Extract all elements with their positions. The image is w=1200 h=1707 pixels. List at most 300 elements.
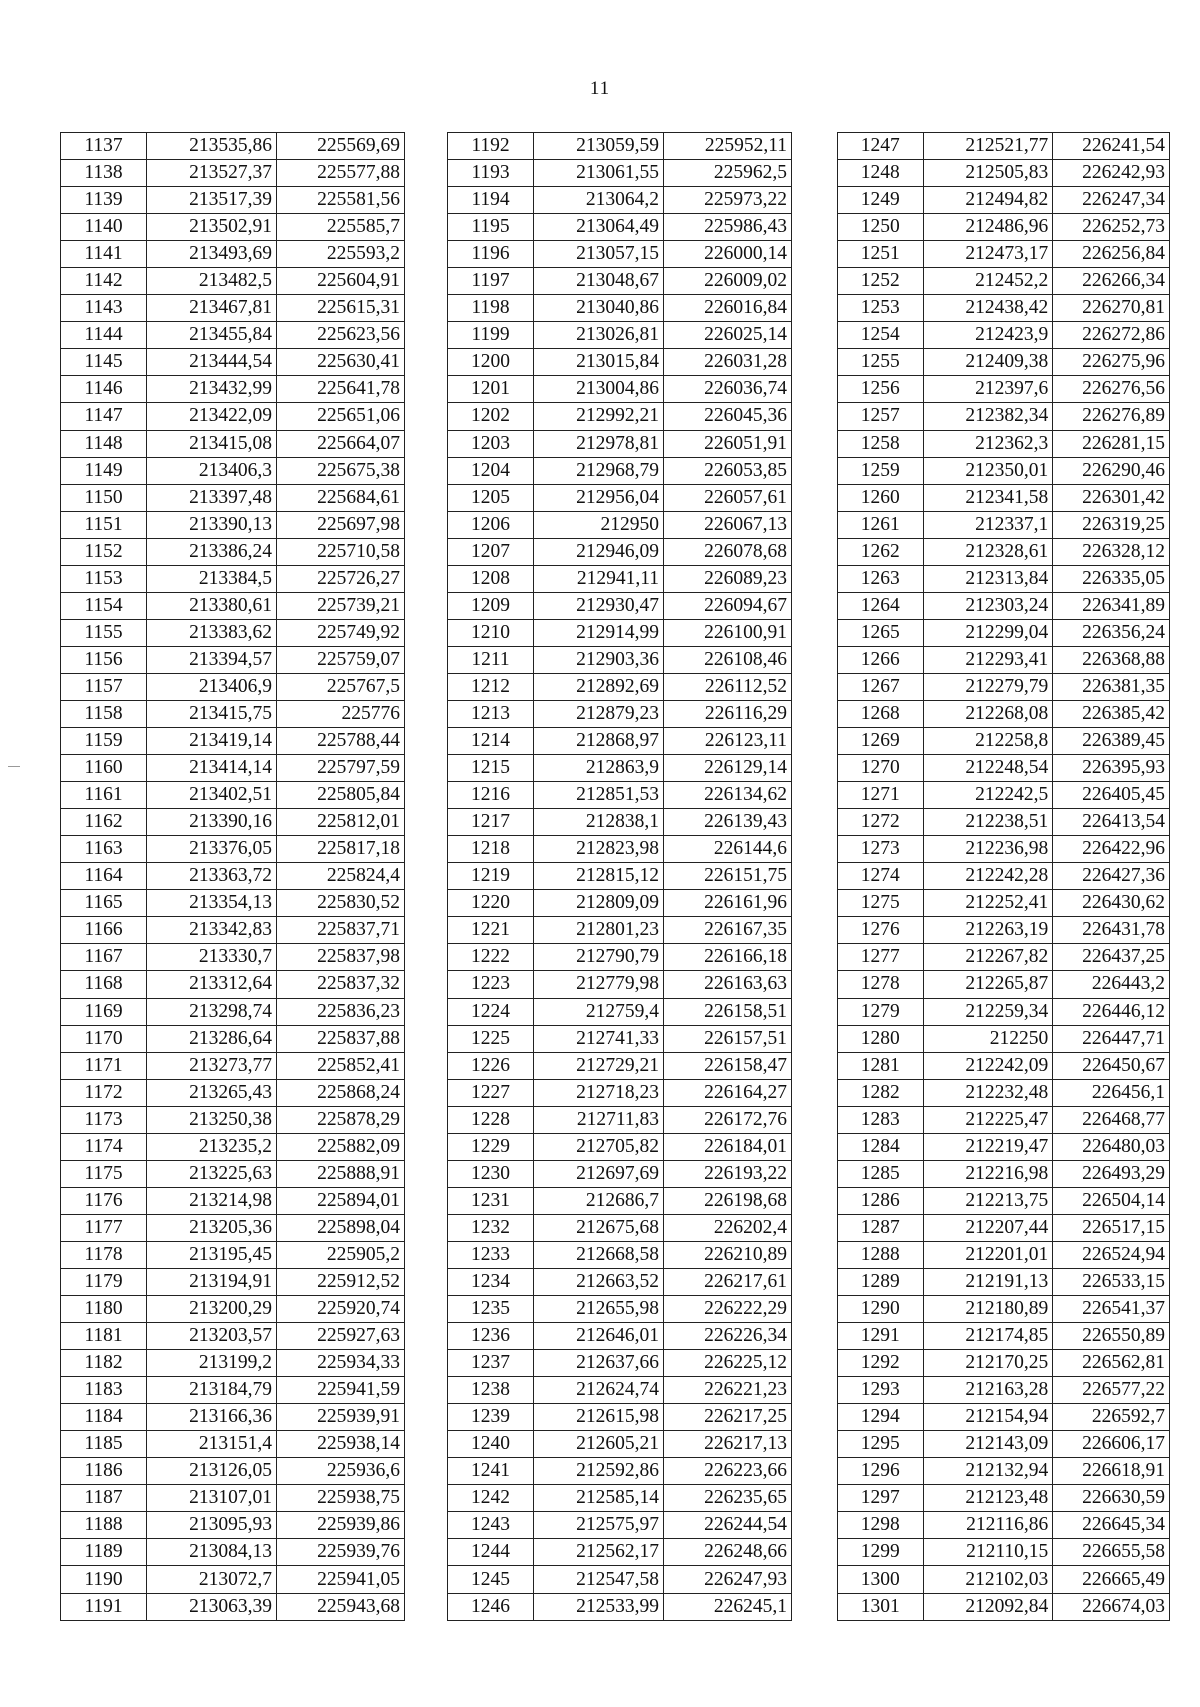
x-coordinate: 212170,25: [923, 1350, 1053, 1377]
table-row: [61, 782, 405, 809]
y-coordinate: 226221,23: [664, 1377, 792, 1404]
point-number: 1236: [448, 1323, 534, 1350]
x-coordinate: 212759,4: [534, 998, 664, 1025]
table-row: [61, 457, 405, 484]
x-coordinate: 213194,91: [147, 1268, 277, 1295]
x-coordinate: 213363,72: [147, 863, 277, 890]
point-number: 1148: [61, 430, 147, 457]
point-number: 1139: [61, 187, 147, 214]
table-row: [61, 1485, 405, 1512]
x-coordinate: 213482,5: [147, 268, 277, 295]
y-coordinate: 225836,23: [277, 998, 405, 1025]
y-coordinate: 226241,54: [1053, 133, 1170, 160]
y-coordinate: 226405,45: [1053, 782, 1170, 809]
x-coordinate: 213422,09: [147, 403, 277, 430]
table-row: [61, 1268, 405, 1295]
point-number: 1147: [61, 403, 147, 430]
point-number: 1208: [448, 565, 534, 592]
y-coordinate: 225920,74: [277, 1296, 405, 1323]
table-row: [448, 755, 792, 782]
y-coordinate: 226166,18: [664, 944, 792, 971]
y-coordinate: 226057,61: [664, 484, 792, 511]
y-coordinate: 226157,51: [664, 1025, 792, 1052]
point-number: 1288: [838, 1241, 924, 1268]
x-coordinate: 212705,82: [534, 1133, 664, 1160]
x-coordinate: 212892,69: [534, 673, 664, 700]
table-row: [448, 430, 792, 457]
y-coordinate: 226225,12: [664, 1350, 792, 1377]
point-number: 1258: [838, 430, 924, 457]
table-row: [448, 944, 792, 971]
x-coordinate: 213406,9: [147, 673, 277, 700]
point-number: 1284: [838, 1133, 924, 1160]
table-row: [448, 809, 792, 836]
y-coordinate: 226163,63: [664, 971, 792, 998]
y-coordinate: 226655,58: [1053, 1539, 1170, 1566]
x-coordinate: 212116,86: [923, 1512, 1053, 1539]
point-number: 1299: [838, 1539, 924, 1566]
y-coordinate: 226202,4: [664, 1214, 792, 1241]
y-coordinate: 225788,44: [277, 728, 405, 755]
x-coordinate: 213059,59: [534, 133, 664, 160]
point-number: 1293: [838, 1377, 924, 1404]
table-row: [838, 1512, 1170, 1539]
point-number: 1261: [838, 511, 924, 538]
y-coordinate: 225812,01: [277, 809, 405, 836]
point-number: 1264: [838, 592, 924, 619]
point-number: 1157: [61, 673, 147, 700]
x-coordinate: 212252,41: [923, 890, 1053, 917]
table-row: [838, 538, 1170, 565]
table-row: [838, 944, 1170, 971]
x-coordinate: 213455,84: [147, 322, 277, 349]
y-coordinate: 225675,38: [277, 457, 405, 484]
table-row: [448, 376, 792, 403]
x-coordinate: 212505,83: [923, 160, 1053, 187]
x-coordinate: 212950: [534, 511, 664, 538]
y-coordinate: 226301,42: [1053, 484, 1170, 511]
point-number: 1230: [448, 1160, 534, 1187]
y-coordinate: 226089,23: [664, 565, 792, 592]
point-number: 1144: [61, 322, 147, 349]
y-coordinate: 226123,11: [664, 728, 792, 755]
point-number: 1256: [838, 376, 924, 403]
table-row: [838, 809, 1170, 836]
point-number: 1240: [448, 1431, 534, 1458]
y-coordinate: 226665,49: [1053, 1566, 1170, 1593]
x-coordinate: 213390,13: [147, 511, 277, 538]
point-number: 1252: [838, 268, 924, 295]
y-coordinate: 225824,4: [277, 863, 405, 890]
point-number: 1189: [61, 1539, 147, 1566]
point-number: 1255: [838, 349, 924, 376]
x-coordinate: 212299,04: [923, 619, 1053, 646]
x-coordinate: 212259,34: [923, 998, 1053, 1025]
table-row: [61, 1593, 405, 1620]
x-coordinate: 213107,01: [147, 1485, 277, 1512]
point-number: 1272: [838, 809, 924, 836]
table-row: [61, 863, 405, 890]
y-coordinate: 225973,22: [664, 187, 792, 214]
x-coordinate: 212624,74: [534, 1377, 664, 1404]
point-number: 1186: [61, 1458, 147, 1485]
x-coordinate: 213402,51: [147, 782, 277, 809]
x-coordinate: 212248,54: [923, 755, 1053, 782]
point-number: 1223: [448, 971, 534, 998]
x-coordinate: 213354,13: [147, 890, 277, 917]
x-coordinate: 212397,6: [923, 376, 1053, 403]
coordinate-table-3: [837, 132, 1170, 1621]
table-row: [838, 592, 1170, 619]
point-number: 1287: [838, 1214, 924, 1241]
y-coordinate: 225952,11: [664, 133, 792, 160]
y-coordinate: 226210,89: [664, 1241, 792, 1268]
table-row: [448, 673, 792, 700]
x-coordinate: 212225,47: [923, 1106, 1053, 1133]
x-coordinate: 212533,99: [534, 1593, 664, 1620]
x-coordinate: 212110,15: [923, 1539, 1053, 1566]
x-coordinate: 213286,64: [147, 1025, 277, 1052]
y-coordinate: 226184,01: [664, 1133, 792, 1160]
point-number: 1274: [838, 863, 924, 890]
table-row: [61, 268, 405, 295]
point-number: 1141: [61, 241, 147, 268]
table-row: [448, 700, 792, 727]
y-coordinate: 225604,91: [277, 268, 405, 295]
table-row: [61, 971, 405, 998]
x-coordinate: 212592,86: [534, 1458, 664, 1485]
x-coordinate: 213535,86: [147, 133, 277, 160]
point-number: 1159: [61, 728, 147, 755]
y-coordinate: 226051,91: [664, 430, 792, 457]
x-coordinate: 213384,5: [147, 565, 277, 592]
table-row: [838, 646, 1170, 673]
point-number: 1241: [448, 1458, 534, 1485]
x-coordinate: 212941,11: [534, 565, 664, 592]
y-coordinate: 226446,12: [1053, 998, 1170, 1025]
point-number: 1173: [61, 1106, 147, 1133]
table-row: [448, 1133, 792, 1160]
point-number: 1166: [61, 917, 147, 944]
x-coordinate: 213166,36: [147, 1404, 277, 1431]
y-coordinate: 225651,06: [277, 403, 405, 430]
y-coordinate: 226256,84: [1053, 241, 1170, 268]
y-coordinate: 226016,84: [664, 295, 792, 322]
table-row: [61, 376, 405, 403]
point-number: 1254: [838, 322, 924, 349]
table-row: [838, 1404, 1170, 1431]
y-coordinate: 225938,75: [277, 1485, 405, 1512]
y-coordinate: 226078,68: [664, 538, 792, 565]
y-coordinate: 226164,27: [664, 1079, 792, 1106]
point-number: 1217: [448, 809, 534, 836]
x-coordinate: 213026,81: [534, 322, 664, 349]
x-coordinate: 213200,29: [147, 1296, 277, 1323]
y-coordinate: 226443,2: [1053, 971, 1170, 998]
x-coordinate: 213406,3: [147, 457, 277, 484]
x-coordinate: 212092,84: [923, 1593, 1053, 1620]
x-coordinate: 212646,01: [534, 1323, 664, 1350]
y-coordinate: 226108,46: [664, 646, 792, 673]
table-row: [61, 809, 405, 836]
point-number: 1137: [61, 133, 147, 160]
y-coordinate: 226067,13: [664, 511, 792, 538]
table-row: [838, 1458, 1170, 1485]
x-coordinate: 212615,98: [534, 1404, 664, 1431]
x-coordinate: 212741,33: [534, 1025, 664, 1052]
x-coordinate: 213383,62: [147, 619, 277, 646]
y-coordinate: 226468,77: [1053, 1106, 1170, 1133]
table-row: [448, 322, 792, 349]
x-coordinate: 213312,64: [147, 971, 277, 998]
y-coordinate: 225817,18: [277, 836, 405, 863]
point-number: 1155: [61, 619, 147, 646]
table-row: [448, 1458, 792, 1485]
point-number: 1226: [448, 1052, 534, 1079]
table-row: [61, 1079, 405, 1106]
table-row: [448, 1268, 792, 1295]
y-coordinate: 225797,59: [277, 755, 405, 782]
point-number: 1207: [448, 538, 534, 565]
point-number: 1188: [61, 1512, 147, 1539]
point-number: 1210: [448, 619, 534, 646]
x-coordinate: 212263,19: [923, 917, 1053, 944]
point-number: 1194: [448, 187, 534, 214]
point-number: 1262: [838, 538, 924, 565]
y-coordinate: 226493,29: [1053, 1160, 1170, 1187]
y-coordinate: 226368,88: [1053, 646, 1170, 673]
y-coordinate: 225830,52: [277, 890, 405, 917]
y-coordinate: 225941,59: [277, 1377, 405, 1404]
x-coordinate: 212521,77: [923, 133, 1053, 160]
point-number: 1219: [448, 863, 534, 890]
point-number: 1280: [838, 1025, 924, 1052]
table-row: [61, 1214, 405, 1241]
x-coordinate: 212675,68: [534, 1214, 664, 1241]
point-number: 1176: [61, 1187, 147, 1214]
point-number: 1289: [838, 1268, 924, 1295]
y-coordinate: 226618,91: [1053, 1458, 1170, 1485]
table-row: [448, 836, 792, 863]
x-coordinate: 212250: [923, 1025, 1053, 1052]
table-row: [448, 268, 792, 295]
table-row: [838, 376, 1170, 403]
y-coordinate: 226541,37: [1053, 1296, 1170, 1323]
table-row: [61, 430, 405, 457]
y-coordinate: 225837,88: [277, 1025, 405, 1052]
table-row: [61, 1377, 405, 1404]
y-coordinate: 226592,7: [1053, 1404, 1170, 1431]
point-number: 1180: [61, 1296, 147, 1323]
point-number: 1228: [448, 1106, 534, 1133]
table-row: [448, 646, 792, 673]
x-coordinate: 212486,96: [923, 214, 1053, 241]
point-number: 1239: [448, 1404, 534, 1431]
x-coordinate: 212655,98: [534, 1296, 664, 1323]
table-row: [448, 971, 792, 998]
point-number: 1177: [61, 1214, 147, 1241]
point-number: 1168: [61, 971, 147, 998]
point-number: 1172: [61, 1079, 147, 1106]
y-coordinate: 226270,81: [1053, 295, 1170, 322]
y-coordinate: 226480,03: [1053, 1133, 1170, 1160]
y-coordinate: 225852,41: [277, 1052, 405, 1079]
table-row: [448, 538, 792, 565]
point-number: 1138: [61, 160, 147, 187]
point-number: 1158: [61, 700, 147, 727]
point-number: 1169: [61, 998, 147, 1025]
y-coordinate: 226266,34: [1053, 268, 1170, 295]
x-coordinate: 213330,7: [147, 944, 277, 971]
x-coordinate: 212362,3: [923, 430, 1053, 457]
y-coordinate: 226144,6: [664, 836, 792, 863]
table-row: [838, 1052, 1170, 1079]
y-coordinate: 226198,68: [664, 1187, 792, 1214]
table-row: [61, 1566, 405, 1593]
table-row: [61, 295, 405, 322]
table-row: [448, 1323, 792, 1350]
y-coordinate: 226290,46: [1053, 457, 1170, 484]
y-coordinate: 226094,67: [664, 592, 792, 619]
table-row: [448, 133, 792, 160]
table-row: [61, 728, 405, 755]
table-row: [61, 1539, 405, 1566]
y-coordinate: 226341,89: [1053, 592, 1170, 619]
y-coordinate: 226606,17: [1053, 1431, 1170, 1458]
point-number: 1233: [448, 1241, 534, 1268]
x-coordinate: 212191,13: [923, 1268, 1053, 1295]
table-row: [61, 1404, 405, 1431]
x-coordinate: 213390,16: [147, 809, 277, 836]
point-number: 1282: [838, 1079, 924, 1106]
x-coordinate: 212232,48: [923, 1079, 1053, 1106]
table-row: [448, 1160, 792, 1187]
y-coordinate: 226226,34: [664, 1323, 792, 1350]
table-row: [838, 998, 1170, 1025]
x-coordinate: 212637,66: [534, 1350, 664, 1377]
x-coordinate: 212236,98: [923, 836, 1053, 863]
table-row: [61, 133, 405, 160]
y-coordinate: 225936,6: [277, 1458, 405, 1485]
x-coordinate: 212562,17: [534, 1539, 664, 1566]
table-row: [61, 836, 405, 863]
x-coordinate: 213126,05: [147, 1458, 277, 1485]
point-number: 1260: [838, 484, 924, 511]
point-number: 1163: [61, 836, 147, 863]
point-number: 1269: [838, 728, 924, 755]
x-coordinate: 213432,99: [147, 376, 277, 403]
y-coordinate: 225837,98: [277, 944, 405, 971]
x-coordinate: 213084,13: [147, 1539, 277, 1566]
y-coordinate: 226335,05: [1053, 565, 1170, 592]
y-coordinate: 226577,22: [1053, 1377, 1170, 1404]
point-number: 1290: [838, 1296, 924, 1323]
table-row: [61, 1512, 405, 1539]
table-row: [61, 1458, 405, 1485]
point-number: 1183: [61, 1377, 147, 1404]
table-row: [61, 241, 405, 268]
table-row: [448, 1241, 792, 1268]
table-row: [448, 728, 792, 755]
x-coordinate: 212258,8: [923, 728, 1053, 755]
table-row: [61, 1241, 405, 1268]
table-row: [448, 160, 792, 187]
x-coordinate: 213467,81: [147, 295, 277, 322]
table-row: [61, 484, 405, 511]
y-coordinate: 226000,14: [664, 241, 792, 268]
y-coordinate: 226431,78: [1053, 917, 1170, 944]
x-coordinate: 212956,04: [534, 484, 664, 511]
y-coordinate: 226450,67: [1053, 1052, 1170, 1079]
table-row: [448, 349, 792, 376]
y-coordinate: 226242,93: [1053, 160, 1170, 187]
table-row: [838, 1241, 1170, 1268]
x-coordinate: 212328,61: [923, 538, 1053, 565]
x-coordinate: 212242,09: [923, 1052, 1053, 1079]
x-coordinate: 212268,08: [923, 700, 1053, 727]
point-number: 1192: [448, 133, 534, 160]
y-coordinate: 226053,85: [664, 457, 792, 484]
x-coordinate: 213040,86: [534, 295, 664, 322]
x-coordinate: 212668,58: [534, 1241, 664, 1268]
point-number: 1171: [61, 1052, 147, 1079]
y-coordinate: 226275,96: [1053, 349, 1170, 376]
table-row: [61, 646, 405, 673]
x-coordinate: 212154,94: [923, 1404, 1053, 1431]
x-coordinate: 212201,01: [923, 1241, 1053, 1268]
x-coordinate: 212213,75: [923, 1187, 1053, 1214]
y-coordinate: 226134,62: [664, 782, 792, 809]
x-coordinate: 212382,34: [923, 403, 1053, 430]
y-coordinate: 226389,45: [1053, 728, 1170, 755]
y-coordinate: 226674,03: [1053, 1593, 1170, 1620]
table-row: [61, 1431, 405, 1458]
x-coordinate: 212452,2: [923, 268, 1053, 295]
point-number: 1214: [448, 728, 534, 755]
point-number: 1234: [448, 1268, 534, 1295]
table-row: [61, 917, 405, 944]
y-coordinate: 225664,07: [277, 430, 405, 457]
table-row: [61, 673, 405, 700]
point-number: 1276: [838, 917, 924, 944]
y-coordinate: 225710,58: [277, 538, 405, 565]
y-coordinate: 225767,5: [277, 673, 405, 700]
point-number: 1220: [448, 890, 534, 917]
point-number: 1170: [61, 1025, 147, 1052]
y-coordinate: 226281,15: [1053, 430, 1170, 457]
x-coordinate: 213184,79: [147, 1377, 277, 1404]
table-row: [61, 1350, 405, 1377]
point-number: 1201: [448, 376, 534, 403]
point-number: 1283: [838, 1106, 924, 1133]
y-coordinate: 225581,56: [277, 187, 405, 214]
y-coordinate: 226009,02: [664, 268, 792, 295]
x-coordinate: 213444,54: [147, 349, 277, 376]
x-coordinate: 213414,14: [147, 755, 277, 782]
table-row: [448, 1079, 792, 1106]
table-row: [448, 511, 792, 538]
x-coordinate: 213225,63: [147, 1160, 277, 1187]
table-row: [838, 187, 1170, 214]
point-number: 1221: [448, 917, 534, 944]
x-coordinate: 212242,5: [923, 782, 1053, 809]
x-coordinate: 212409,38: [923, 349, 1053, 376]
table-row: [61, 403, 405, 430]
x-coordinate: 212903,36: [534, 646, 664, 673]
coordinate-table-2: [447, 132, 792, 1621]
y-coordinate: 226381,35: [1053, 673, 1170, 700]
point-number: 1257: [838, 403, 924, 430]
